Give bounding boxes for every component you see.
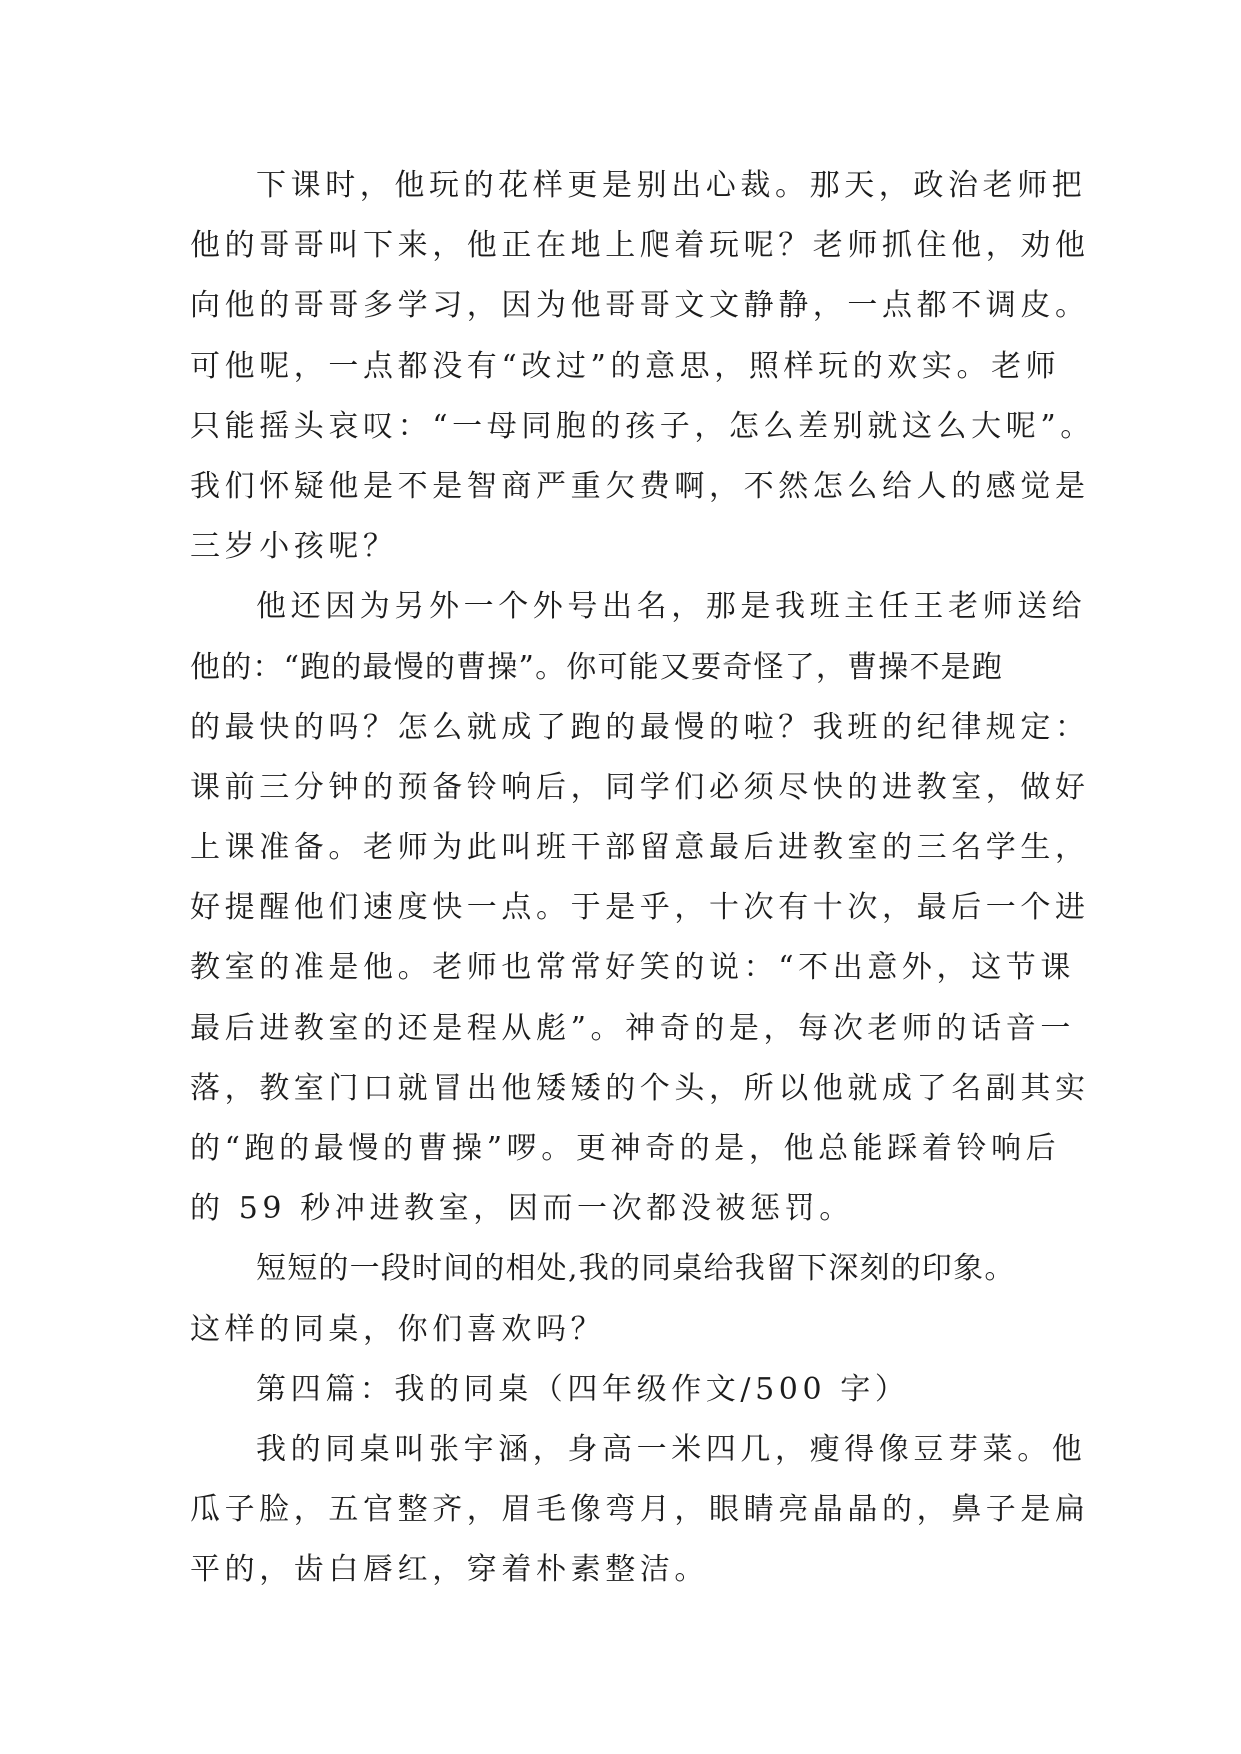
paragraph-line: 下课时，他玩的花样更是别出心裁。那天，政治老师把 (256, 168, 1087, 203)
paragraph-line: 可他呢，一点都没有“改过”的意思，照样玩的欢实。老师 (190, 348, 1061, 384)
essay-body (190, 156, 1095, 1601)
paragraph-line: 平的，齿白唇红，穿着朴素整洁。 (190, 1552, 709, 1588)
paragraph-line: 瓜子脸，五官整齐，眉毛像弯月，眼睛亮晶晶的，鼻子是扁 (190, 1492, 1090, 1528)
paragraph-recess-antics (190, 156, 1095, 577)
paragraph-line: 的 59 秒冲进教室，因而一次都没被惩罚。 (190, 1191, 854, 1227)
paragraph-line: 这样的同桌，你们喜欢吗？ (190, 1311, 606, 1347)
essay-title: 第四篇：我的同桌（四年级作文/500 字） (256, 1371, 910, 1407)
paragraph-slowest-caocao (190, 577, 1090, 1239)
paragraph-line: 短短的一段时间的相处,我的同桌给我留下深刻的印象。 (256, 1251, 1016, 1287)
paragraph-line: 我们怀疑他是不是智商严重欠费啊，不然怎么给人的感觉是 (190, 468, 1090, 504)
paragraph-line: 只能摇头哀叹：“一母同胞的孩子，怎么差别就这么大呢”。 (190, 408, 1095, 444)
paragraph-line: 他的：“跑的最慢的曹操”。你可能又要奇怪了，曹操不是跑 (190, 649, 1004, 685)
paragraph-line: 他还因为另外一个外号出名，那是我班主任王老师送给 (256, 589, 1087, 625)
section-heading (190, 1360, 1070, 1420)
paragraph-line: 上课准备。老师为此叫班干部留意最后进教室的三名学生， (190, 830, 1090, 866)
paragraph-line: 教室的准是他。老师也常常好笑的说：“不出意外，这节课 (190, 950, 1075, 986)
paragraph-line: 他的哥哥叫下来，他正在地上爬着玩呢？老师抓住他，劝他 (190, 228, 1090, 264)
paragraph-deskmate-description (190, 1420, 1090, 1601)
paragraph-line: 的最快的吗？怎么就成了跑的最慢的啦？我班的纪律规定： (190, 709, 1090, 745)
paragraph-line: 好提醒他们速度快一点。于是乎，十次有十次，最后一个进 (190, 890, 1090, 926)
paragraph-conclusion (190, 1239, 1070, 1359)
paragraph-line: 最后进教室的还是程从彪”。神奇的是，每次老师的话音一 (190, 1010, 1075, 1046)
paragraph-line: 落，教室门口就冒出他矮矮的个头，所以他就成了名副其实 (190, 1070, 1090, 1106)
paragraph-line: 课前三分钟的预备铃响后，同学们必须尽快的进教室，做好 (190, 769, 1090, 805)
paragraph-line: 我的同桌叫张宇涵，身高一米四几，瘦得像豆芽菜。他 (256, 1431, 1087, 1467)
paragraph-line: 的“跑的最慢的曹操”啰。更神奇的是，他总能踩着铃响后 (190, 1131, 1061, 1166)
paragraph-line: 向他的哥哥多学习，因为他哥哥文文静静，一点都不调皮。 (190, 288, 1090, 324)
paragraph-line: 三岁小孩呢？ (190, 529, 398, 565)
